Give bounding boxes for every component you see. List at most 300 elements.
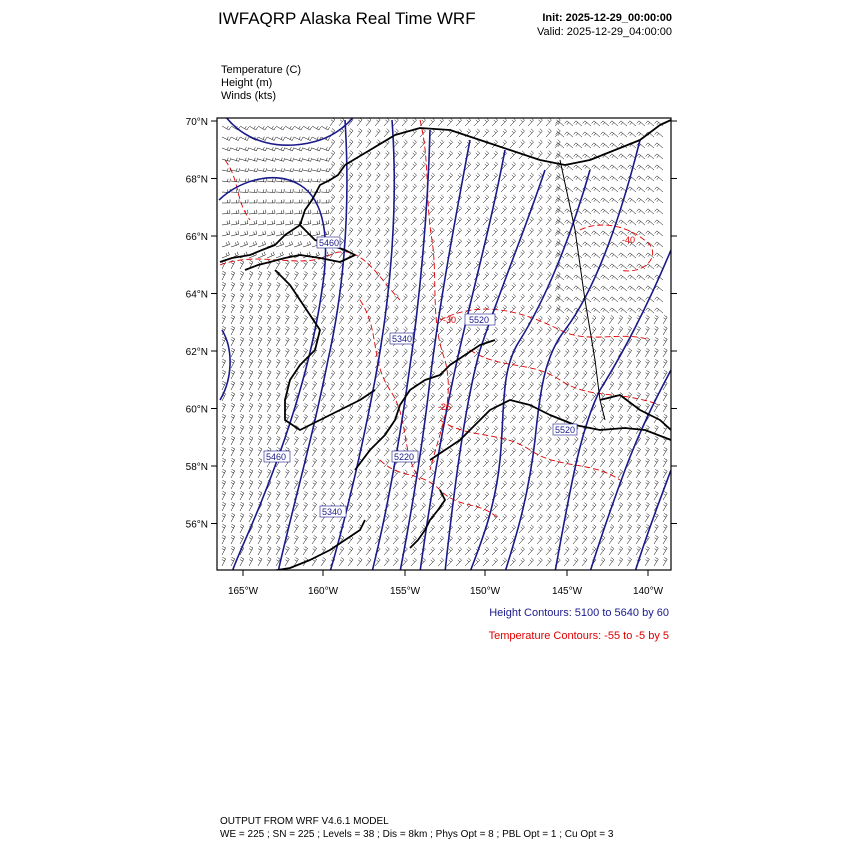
wind-barb xyxy=(402,184,407,192)
wind-barb xyxy=(438,195,444,203)
wind-barb xyxy=(456,547,462,555)
temperature-label: -30 xyxy=(443,315,457,325)
wind-barb xyxy=(654,359,658,368)
wind-barb xyxy=(411,514,417,522)
wind-barb xyxy=(456,492,462,500)
wind-barb xyxy=(294,337,298,346)
wind-barb xyxy=(285,189,293,193)
wind-barb xyxy=(294,436,298,445)
wind-barb xyxy=(303,436,308,445)
wind-barb xyxy=(222,304,226,313)
wind-barb xyxy=(366,426,371,434)
wind-barb xyxy=(393,305,398,313)
wind-barb xyxy=(357,415,362,423)
wind-barb xyxy=(285,359,289,368)
wind-barb xyxy=(429,305,435,313)
wind-barb xyxy=(483,151,489,159)
wind-barb xyxy=(519,415,525,423)
wind-barb xyxy=(294,447,298,456)
wind-barb xyxy=(330,228,335,237)
wind-barb xyxy=(655,165,663,170)
wind-barb xyxy=(492,217,498,225)
wind-barb xyxy=(303,168,312,171)
wind-barb xyxy=(357,140,362,148)
wind-barb xyxy=(583,121,591,126)
wind-barb xyxy=(438,140,444,148)
wind-barb xyxy=(249,535,253,544)
wind-barb xyxy=(276,414,280,423)
wind-barb xyxy=(663,535,667,544)
wind-barb xyxy=(565,286,573,291)
wind-barb xyxy=(240,414,244,423)
wind-barb xyxy=(565,143,573,148)
wind-barb xyxy=(654,524,658,533)
wind-barb xyxy=(618,426,623,435)
wind-barb xyxy=(528,547,534,555)
wind-barb xyxy=(357,558,362,566)
wind-barb xyxy=(637,275,645,280)
wind-barb xyxy=(240,458,244,467)
wind-barb xyxy=(510,184,516,192)
wind-barb xyxy=(492,283,498,291)
wind-barb xyxy=(610,264,618,269)
wind-barb xyxy=(312,513,317,522)
wind-barb xyxy=(321,338,326,347)
wind-barb xyxy=(519,547,525,555)
wind-barb xyxy=(222,126,231,130)
wind-barb xyxy=(222,348,226,357)
wind-barb xyxy=(546,228,551,236)
wind-barb xyxy=(240,231,248,236)
wind-barb xyxy=(348,129,353,137)
variable-temperature: Temperature (C) xyxy=(221,64,302,76)
wind-barb xyxy=(267,220,275,225)
wind-barb xyxy=(600,437,605,446)
wind-barb xyxy=(357,195,362,203)
wind-barb xyxy=(645,326,649,335)
wind-barb xyxy=(483,470,489,478)
wind-barb xyxy=(546,272,551,280)
wind-barb xyxy=(456,151,462,159)
wind-barb xyxy=(249,502,253,511)
wind-barb xyxy=(610,286,618,291)
wind-barb xyxy=(384,129,389,137)
wind-barb xyxy=(258,491,262,500)
wind-barb xyxy=(222,502,226,511)
wind-barb xyxy=(483,404,489,412)
wind-barb xyxy=(258,370,262,379)
wind-barb xyxy=(276,436,280,445)
wind-barb xyxy=(555,525,560,533)
wind-barb xyxy=(627,315,632,324)
wind-barb xyxy=(573,514,578,522)
wind-barb xyxy=(258,557,262,566)
wind-barb xyxy=(646,121,654,126)
wind-barb xyxy=(348,371,353,379)
wind-barb xyxy=(465,327,471,335)
wind-barb xyxy=(357,382,362,390)
wind-barb xyxy=(411,360,417,368)
wind-barb xyxy=(447,294,453,302)
wind-barb xyxy=(519,426,525,434)
wind-barb xyxy=(555,481,560,489)
wind-barb xyxy=(285,241,293,247)
wind-barb xyxy=(366,283,371,291)
wind-barb xyxy=(249,315,253,324)
latitude-label: 58°N xyxy=(185,462,208,473)
wind-barb xyxy=(591,536,596,544)
longitude-label: 145°W xyxy=(551,586,583,597)
wind-barb xyxy=(528,305,534,313)
wind-barb xyxy=(420,514,426,522)
wind-barb xyxy=(285,137,294,141)
wind-barb xyxy=(375,294,380,302)
wind-barb xyxy=(375,173,380,181)
wind-barb xyxy=(222,241,230,247)
wind-barb xyxy=(592,286,600,291)
temperature-contour-info: Temperature Contours: -55 to -5 by 5 xyxy=(488,630,669,642)
wind-barb xyxy=(637,286,645,291)
wind-barb xyxy=(348,294,353,302)
wind-barb xyxy=(312,392,317,401)
western-coastline xyxy=(245,165,355,270)
wind-barb xyxy=(267,147,276,151)
wind-barb xyxy=(537,371,542,379)
wind-barb xyxy=(285,348,289,357)
wind-barb xyxy=(663,315,667,324)
wind-barb xyxy=(610,132,618,137)
wind-barb xyxy=(627,359,632,368)
wind-barb xyxy=(465,173,471,181)
wind-barb xyxy=(303,546,308,555)
wind-barb xyxy=(619,132,627,137)
wind-barb xyxy=(474,404,480,412)
wind-barb xyxy=(474,294,480,302)
wind-barb xyxy=(582,503,587,511)
wind-barb xyxy=(636,535,641,544)
wind-barb xyxy=(555,360,560,368)
wind-barb xyxy=(456,173,462,181)
wind-barb xyxy=(366,195,371,203)
wind-barb xyxy=(231,447,235,456)
longitude-label: 155°W xyxy=(389,586,421,597)
wind-barb xyxy=(636,491,641,500)
wind-barb xyxy=(519,217,525,225)
wind-barb xyxy=(348,514,353,522)
wind-barb xyxy=(366,338,371,346)
wind-barb xyxy=(321,360,326,369)
wind-barb xyxy=(357,492,362,500)
wind-barb xyxy=(465,481,471,489)
wind-barb xyxy=(555,184,560,192)
wind-barb xyxy=(483,162,489,170)
wind-barb xyxy=(411,151,417,159)
wind-barb xyxy=(384,118,389,126)
wind-barb xyxy=(528,327,534,335)
wind-barb xyxy=(637,231,645,236)
wind-barb xyxy=(627,491,632,500)
wind-barb xyxy=(546,261,551,269)
wind-barb xyxy=(474,140,480,148)
wind-barb xyxy=(537,206,542,214)
wind-barb xyxy=(528,294,534,302)
wind-barb xyxy=(636,381,641,390)
wind-barb xyxy=(474,327,480,335)
wind-barb xyxy=(321,536,326,545)
wind-barb xyxy=(574,297,582,302)
wind-barb xyxy=(393,426,398,434)
wind-barb xyxy=(510,239,516,247)
wind-barb xyxy=(357,173,362,181)
wind-barb xyxy=(339,360,344,369)
wind-barb xyxy=(222,252,229,258)
wind-barb xyxy=(474,481,480,489)
wind-barb xyxy=(393,272,398,280)
wind-barb xyxy=(492,382,498,390)
wind-barb xyxy=(456,140,462,148)
wind-barb xyxy=(429,415,435,423)
wind-barb xyxy=(645,359,649,368)
wind-barb xyxy=(627,436,632,445)
wind-barb xyxy=(646,187,654,192)
wind-barb xyxy=(619,121,627,126)
wind-barb xyxy=(492,338,498,346)
wind-barb xyxy=(339,195,344,204)
wind-barb xyxy=(348,228,353,236)
wind-barb xyxy=(222,469,226,478)
wind-barb xyxy=(267,304,271,313)
wind-barb xyxy=(645,392,649,401)
wind-barb xyxy=(510,283,516,291)
wind-barb xyxy=(465,371,471,379)
wind-barb xyxy=(411,217,417,225)
wind-barb xyxy=(537,261,542,269)
wind-barb xyxy=(645,546,649,555)
wind-barb xyxy=(637,209,645,214)
wind-barb xyxy=(312,126,321,130)
wind-barb xyxy=(231,546,235,555)
wind-barb xyxy=(402,305,407,313)
wind-barb xyxy=(303,179,311,183)
wind-barb xyxy=(330,481,335,490)
wind-barb xyxy=(267,381,271,390)
wind-barb xyxy=(420,481,426,489)
wind-barb xyxy=(330,415,335,424)
wind-barb xyxy=(303,220,311,225)
wind-barb xyxy=(339,371,344,380)
wind-barb xyxy=(411,239,417,247)
wind-barb xyxy=(330,536,335,545)
wind-barb xyxy=(618,492,623,501)
wind-barb xyxy=(240,293,244,302)
wind-barb xyxy=(465,283,471,291)
wind-barb xyxy=(303,158,312,162)
wind-barb xyxy=(528,393,534,401)
wind-barb xyxy=(601,286,609,291)
wind-barb xyxy=(384,558,389,566)
wind-barb xyxy=(384,327,389,335)
wind-barb xyxy=(312,220,320,225)
wind-barb xyxy=(618,327,623,336)
wind-barb xyxy=(240,513,244,522)
wind-barb xyxy=(222,535,226,544)
wind-barb xyxy=(357,327,362,335)
wind-barb xyxy=(663,524,667,533)
wind-barb xyxy=(564,360,569,368)
wind-barb xyxy=(231,513,235,522)
wind-barb xyxy=(429,393,435,401)
wind-barb xyxy=(627,370,632,379)
longitude-label: 165°W xyxy=(227,586,259,597)
wind-barb xyxy=(276,337,280,346)
wind-barb xyxy=(240,260,244,269)
wind-barb xyxy=(546,327,551,335)
wind-barb xyxy=(537,437,542,445)
wind-barb xyxy=(447,481,453,489)
wind-barb xyxy=(321,147,330,151)
wind-barb xyxy=(339,437,344,446)
wind-barb xyxy=(240,137,249,141)
wind-barb xyxy=(528,228,534,236)
wind-barb xyxy=(312,293,317,302)
wind-barb xyxy=(510,316,516,324)
wind-barb xyxy=(411,393,417,401)
wind-barb xyxy=(528,492,534,500)
wind-barb xyxy=(646,176,654,181)
wind-barb xyxy=(267,231,275,236)
wind-barb xyxy=(393,382,398,390)
wind-barb xyxy=(465,338,471,346)
wind-barb xyxy=(663,403,667,412)
coastlines xyxy=(220,120,671,572)
wind-barb xyxy=(357,547,362,555)
wind-barb xyxy=(609,547,614,556)
wind-barb xyxy=(375,481,380,489)
wind-barb xyxy=(627,469,632,478)
wind-barb xyxy=(447,184,453,192)
wind-barb xyxy=(366,173,371,181)
wind-barb xyxy=(258,293,262,302)
wind-barb xyxy=(303,271,308,280)
wind-barb xyxy=(610,143,618,148)
wind-barb xyxy=(556,297,564,302)
wind-barb xyxy=(276,370,280,379)
wind-barb xyxy=(601,308,609,313)
wind-barb xyxy=(592,220,600,225)
wind-barb xyxy=(276,326,280,335)
wind-barb xyxy=(663,513,667,522)
wind-barb xyxy=(231,158,240,162)
wind-barb xyxy=(474,448,480,456)
height-contour-info: Height Contours: 5100 to 5640 by 60 xyxy=(489,607,669,619)
wind-barb xyxy=(465,547,471,555)
wind-barb xyxy=(267,348,271,357)
wind-barb xyxy=(366,239,371,247)
wind-barb xyxy=(321,426,326,435)
wind-barb xyxy=(610,308,618,313)
wind-barb xyxy=(592,253,600,258)
wind-barb xyxy=(312,436,317,445)
wind-barb xyxy=(501,184,507,192)
wind-barb xyxy=(628,264,636,269)
wind-barb xyxy=(654,458,658,467)
wind-barb xyxy=(267,199,275,203)
wind-barb xyxy=(583,198,591,203)
wind-barb xyxy=(384,217,389,225)
wind-barb xyxy=(249,189,257,193)
wind-barb xyxy=(583,264,591,269)
wind-barb xyxy=(528,173,534,181)
wind-barb xyxy=(574,187,582,192)
wind-barb xyxy=(592,242,600,247)
wind-barb xyxy=(366,250,371,258)
wind-barb xyxy=(267,359,271,368)
wind-barb xyxy=(384,272,389,280)
wind-barb xyxy=(438,470,444,478)
wind-barb xyxy=(555,294,560,302)
wind-barb xyxy=(348,283,353,291)
wind-barb xyxy=(411,525,417,533)
wind-barb xyxy=(267,126,276,130)
wind-barb xyxy=(231,271,235,280)
wind-barb xyxy=(600,316,605,325)
wind-barb xyxy=(555,492,560,500)
wind-barb xyxy=(627,557,632,566)
wind-barb xyxy=(366,503,371,511)
wind-barb xyxy=(231,315,235,324)
wind-barb xyxy=(357,470,362,478)
wind-barb xyxy=(519,162,525,170)
wind-barb xyxy=(556,308,564,313)
wind-barb xyxy=(321,199,329,203)
wind-barb xyxy=(619,286,627,291)
wind-barb xyxy=(501,250,507,258)
wind-barb xyxy=(573,492,578,500)
wind-barb xyxy=(384,360,389,368)
wind-barb xyxy=(393,536,398,544)
wind-barb xyxy=(501,206,507,214)
wind-barb xyxy=(411,250,417,258)
wind-barb xyxy=(312,403,317,412)
wind-barb xyxy=(555,536,560,544)
wind-barb xyxy=(582,492,587,500)
wind-barb xyxy=(402,206,407,214)
wind-barb xyxy=(501,294,507,302)
wind-barb xyxy=(267,491,271,500)
wind-barb xyxy=(222,447,226,456)
wind-barb xyxy=(411,118,417,126)
wind-barb xyxy=(483,195,489,203)
latitude-label: 56°N xyxy=(185,519,208,531)
wind-barb xyxy=(591,437,596,445)
wind-barb xyxy=(483,173,489,181)
wind-barb xyxy=(555,283,560,291)
wind-barb xyxy=(411,415,417,423)
wind-barb xyxy=(519,294,525,302)
wind-barb xyxy=(231,348,235,357)
wind-barb xyxy=(474,162,480,170)
wind-barb xyxy=(348,206,353,214)
wind-barb xyxy=(366,514,371,522)
wind-barb xyxy=(636,337,641,346)
wind-barb xyxy=(609,415,614,424)
wind-barb xyxy=(411,283,417,291)
wind-barb xyxy=(663,469,667,478)
wind-barb xyxy=(492,228,498,236)
wind-barb xyxy=(411,426,417,434)
wind-barb xyxy=(222,231,230,236)
wind-barb xyxy=(249,241,257,247)
